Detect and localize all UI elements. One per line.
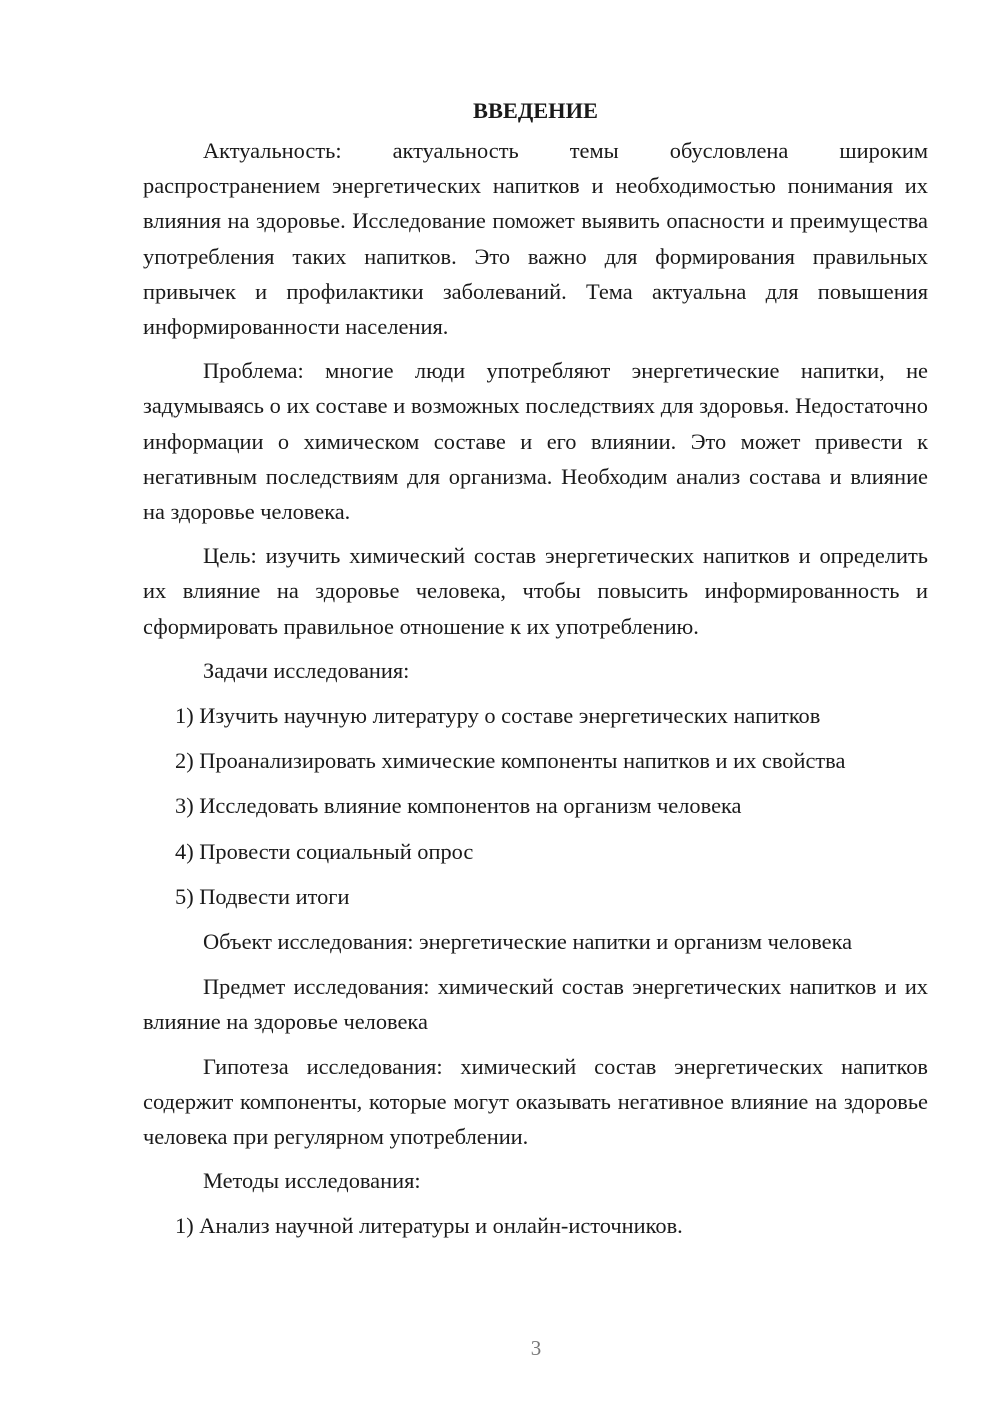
page-number: 3 [530, 1336, 542, 1360]
list-item: 3) Исследовать влияние компонентов на организм человека [175, 793, 742, 819]
subject-paragraph: Предмет исследования: химический состав энергетических напитков и их влияние на здоровье человека [143, 974, 928, 1035]
methods-label: Методы исследования: [203, 1168, 421, 1194]
relevance-paragraph: Актуальность: актуальность темы обусловлена широким распространением энергетических напитков и необходимостью понимания их влияния на здоровье. Исследование поможет выявить опасности и преимущества употребления таких напитков. Это важно для формирования правильных привычек и профилактики заболеваний. Тема актуальна для повышения информированности населения. [143, 138, 928, 340]
list-item: 2) Проанализировать химические компоненты напитков и их свойства [175, 748, 846, 774]
section-heading: ВВЕДЕНИЕ [473, 98, 598, 123]
tasks-list [143, 698, 928, 914]
tasks-label: Задачи исследования: [203, 657, 410, 683]
list-item: 1) Изучить научную литературу о составе энергетических напитков [175, 703, 821, 729]
problem-paragraph: Проблема: многие люди употребляют энергетические напитки, не задумываясь о их составе и возможных последствиях для здоровья. Недостаточно информации о химическом составе и его влиянии. Это может привести к негативным последствиям для организма. Необходим анализ состава и влияние на здоровье человека. [143, 358, 928, 525]
list-item: 1) Анализ научной литературы и онлайн-источников. [175, 1213, 683, 1239]
list-item: 5) Подвести итоги [175, 883, 350, 909]
object-line: Объект исследования: энергетические напитки и организм человека [203, 929, 853, 955]
list-item: 4) Провести социальный опрос [175, 838, 474, 864]
page-content [143, 97, 928, 1254]
methods-list [143, 1208, 928, 1243]
hypothesis-paragraph: Гипотеза исследования: химический состав энергетических напитков содержит компоненты, которые могут оказывать негативное влияние на здоровье человека при регулярном употреблении. [143, 1053, 928, 1150]
goal-paragraph: Цель: изучить химический состав энергетических напитков и определить их влияние на здоровье человека, чтобы повысить информированность и сформировать правильное отношение к их употреблению. [143, 543, 928, 639]
